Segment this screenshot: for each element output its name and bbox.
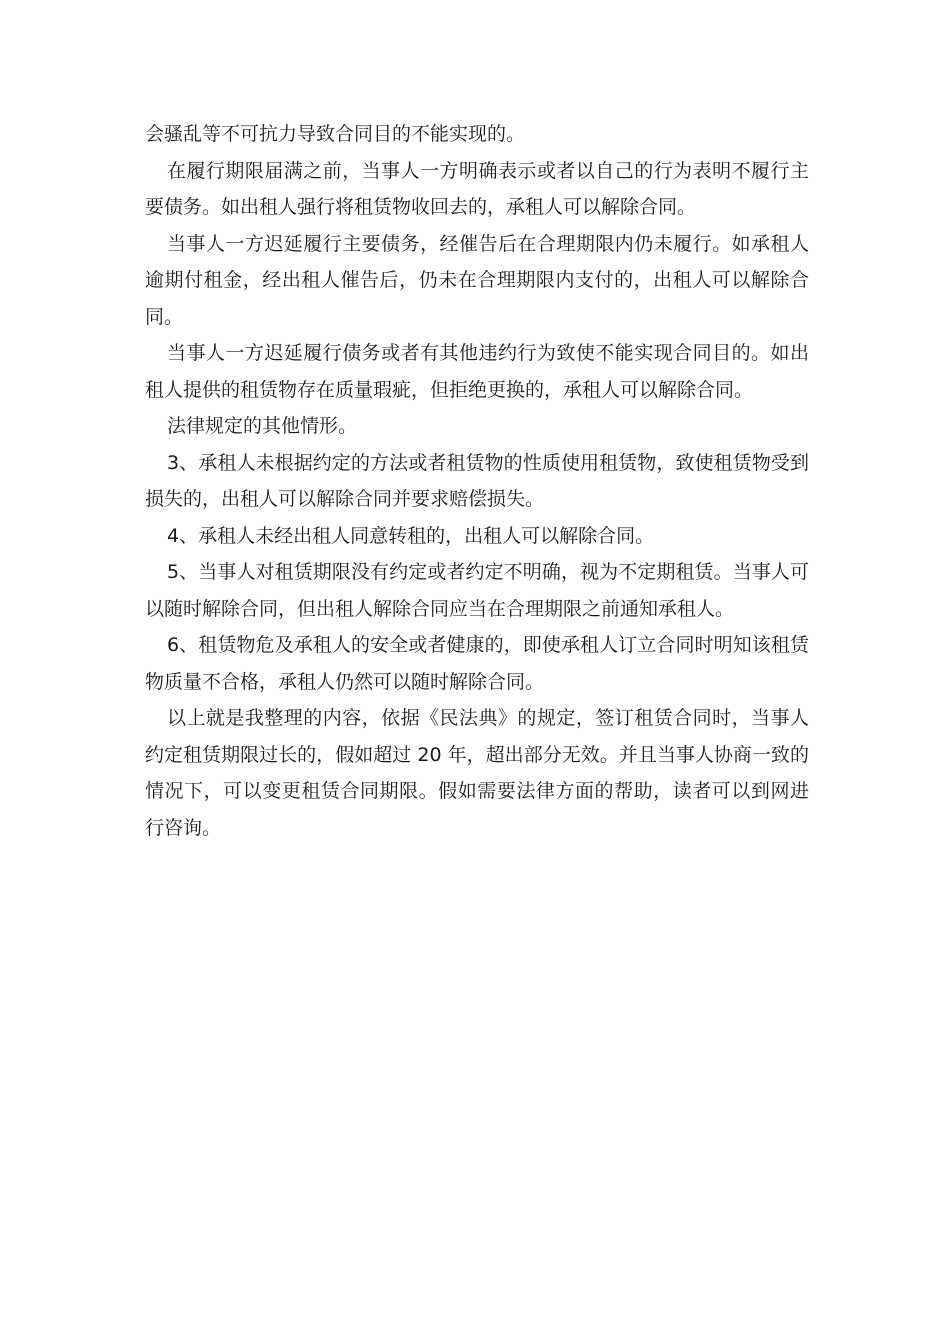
paragraph-6: 3、承租人未根据约定的方法或者租赁物的性质使用租赁物，致使租赁物受到损失的，出租人可以解除合同并要求赔偿损失。 [145, 451, 809, 510]
document-body [145, 116, 809, 846]
paragraph-7: 4、承租人未经出租人同意转租的，出租人可以解除合同。 [167, 524, 655, 547]
paragraph-2: 在履行期限届满之前，当事人一方明确表示或者以自己的行为表明不履行主要债务。如出租人强行将租赁物收回去的，承租人可以解除合同。 [145, 159, 809, 218]
paragraph-9: 6、租赁物危及承租人的安全或者健康的，即使承租人订立合同时明知该租赁物质量不合格，承租人仍然可以随时解除合同。 [145, 634, 809, 693]
paragraph-3: 当事人一方迟延履行主要债务，经催告后在合理期限内仍未履行。如承租人逾期付租金，经出租人催告后，仍未在合理期限内支付的，出租人可以解除合同。 [145, 232, 809, 328]
paragraph-5: 法律规定的其他情形。 [167, 415, 358, 437]
paragraph-1: 会骚乱等不可抗力导致合同目的不能实现的。 [145, 123, 526, 145]
paragraph-4: 当事人一方迟延履行债务或者有其他违约行为致使不能实现合同目的。如出租人提供的租赁物存在质量瑕疵，但拒绝更换的，承租人可以解除合同。 [145, 342, 809, 401]
paragraph-8: 5、当事人对租赁期限没有约定或者约定不明确，视为不定期租赁。当事人可以随时解除合同，但出租人解除合同应当在合理期限之前通知承租人。 [145, 561, 809, 620]
paragraph-10: 以上就是我整理的内容，依据《民法典》的规定，签订租赁合同时，当事人约定租赁期限过长的，假如超过 20 年，超出部分无效。并且当事人协商一致的情况下，可以变更租赁合同期限。假如需要法律方面的帮助，读者可以到网进行咨询。 [145, 707, 809, 839]
